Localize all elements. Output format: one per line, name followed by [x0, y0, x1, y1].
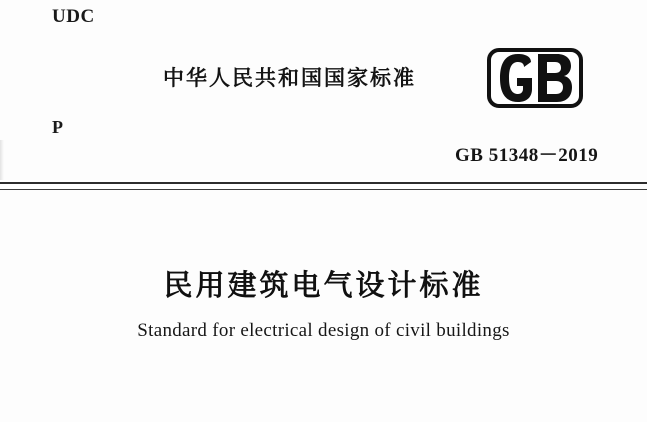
standard-number: GB 51348－2019	[455, 145, 599, 166]
document-title-chinese: 民用建筑电气设计标准	[163, 268, 484, 302]
document-title-english: Standard for electrical design of civil buildings	[137, 320, 510, 341]
scan-artifact	[0, 140, 4, 180]
national-standard-heading: 中华人民共和国国家标准	[163, 66, 416, 90]
p-classification-label: P	[52, 117, 63, 137]
horizontal-rule-top	[0, 182, 647, 184]
horizontal-rule-bottom	[0, 189, 647, 190]
udc-label: UDC	[52, 6, 95, 27]
gb-logo-icon	[487, 48, 583, 108]
